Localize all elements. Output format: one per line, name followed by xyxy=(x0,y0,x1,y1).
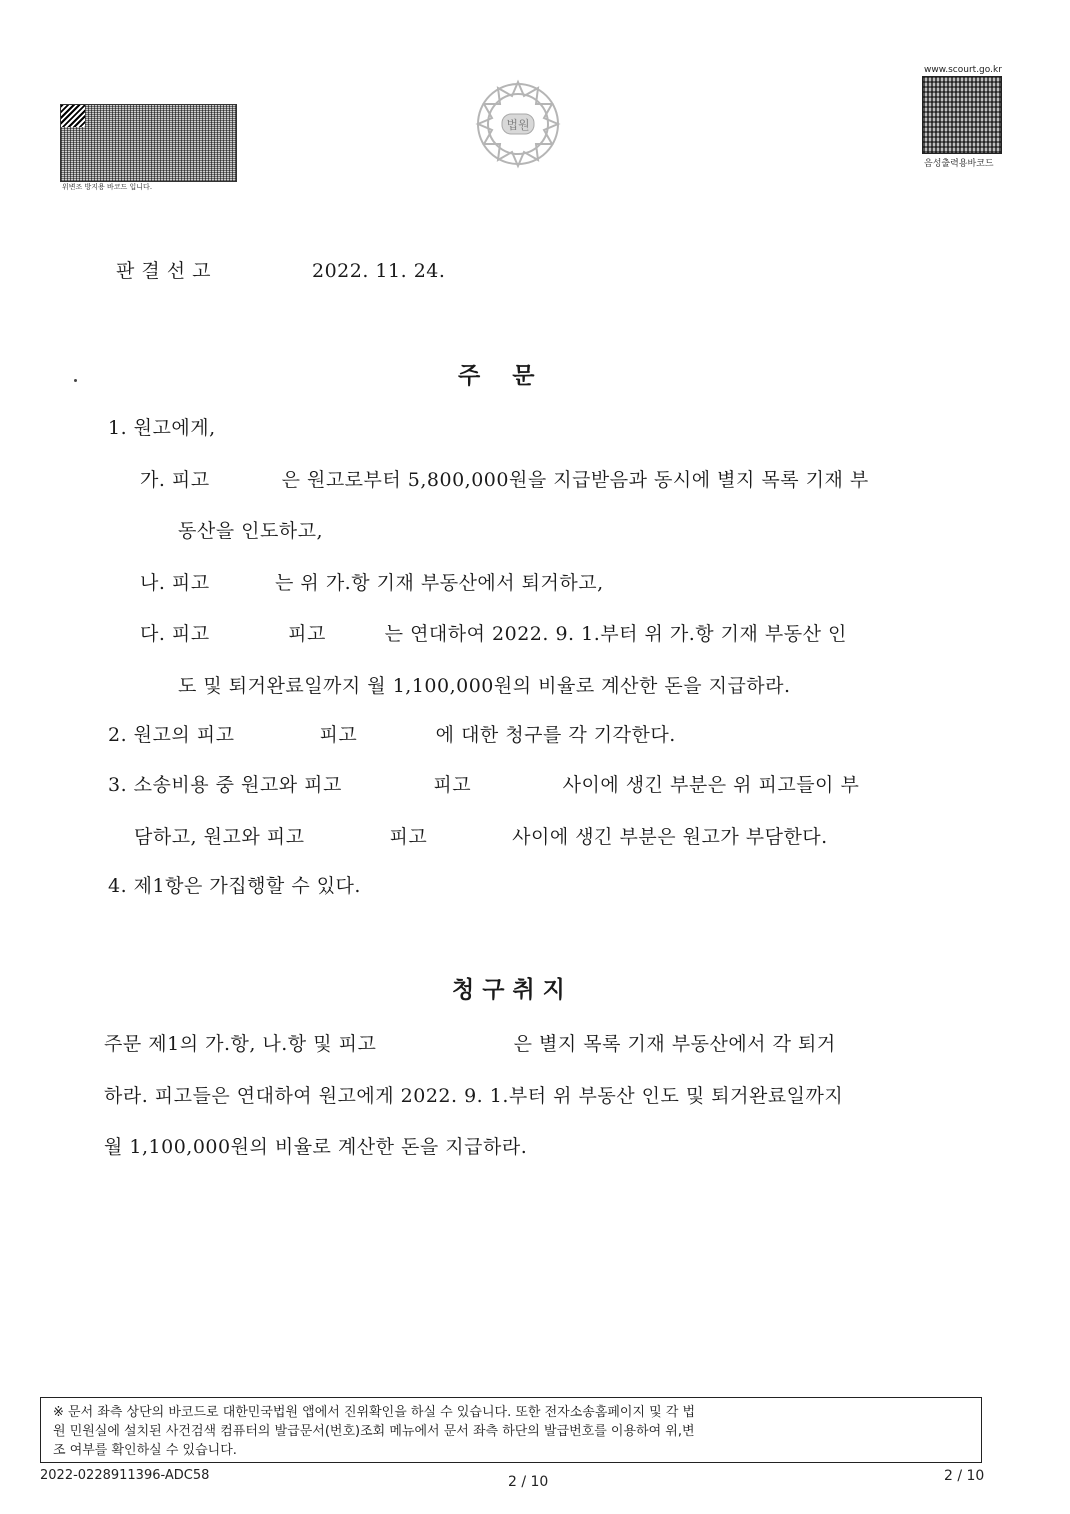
judgment-date: 2022. 11. 24. xyxy=(312,260,446,282)
seal-text: 법원 xyxy=(506,118,530,132)
order-line: 가. 피고 은 원고로부터 5,800,000원을 지급받음과 동시에 별지 목록 기재 부 xyxy=(140,469,869,491)
claim-line: 월 1,100,000원의 비율로 계산한 돈을 지급하라. xyxy=(104,1136,528,1158)
notice-line: 원 민원실에 설치된 사건검색 컴퓨터의 발급문서(번호)조회 메뉴에서 문서 좌측 하단의 발급번호를 이용하여 위,변 xyxy=(53,1424,695,1439)
order-line: 나. 피고 는 위 가.항 기재 부동산에서 퇴거하고, xyxy=(140,572,604,594)
voice-output-barcode xyxy=(922,76,1002,154)
issue-number: 2022-0228911396-ADC58 xyxy=(40,1468,210,1483)
order-title: 주 문 xyxy=(458,362,535,389)
order-line: 담하고, 원고와 피고 피고 사이에 생긴 부분은 원고가 부담한다. xyxy=(134,826,828,848)
qr-url: www.scourt.go.kr xyxy=(924,65,1002,75)
order-line: 2. 원고의 피고 피고 에 대한 청구를 각 기각한다. xyxy=(108,724,676,746)
page-number-right: 2 / 10 xyxy=(944,1468,985,1484)
order-line: 1. 원고에게, xyxy=(108,417,216,439)
order-line: 다. 피고 피고 는 연대하여 2022. 9. 1.부터 위 가.항 기재 부동산 인 xyxy=(140,623,847,645)
court-seal-icon xyxy=(472,78,564,170)
claim-line: 주문 제1의 가.항, 나.항 및 피고 은 별지 목록 기재 부동산에서 각 퇴거 xyxy=(104,1033,836,1055)
scan-speck xyxy=(74,379,77,382)
order-line: 동산을 인도하고, xyxy=(178,520,324,542)
judgment-label: 판 결 선 고 xyxy=(116,260,212,282)
barcode-caption: 위변조 방지용 바코드 입니다. xyxy=(62,183,153,191)
notice-line: ※ 문서 좌측 상단의 바코드로 대한민국법원 앱에서 진위확인을 하실 수 있습니다. 또한 전자소송홈페이지 및 각 법 xyxy=(53,1405,696,1420)
claim-title: 청 구 취 지 xyxy=(452,976,565,1003)
claim-line: 하라. 피고들은 연대하여 원고에게 2022. 9. 1.부터 위 부동산 인도 및 퇴거완료일까지 xyxy=(104,1085,844,1107)
notice-line: 조 여부를 확인하실 수 있습니다. xyxy=(53,1443,237,1458)
order-line: 4. 제1항은 가집행할 수 있다. xyxy=(108,875,361,897)
order-line: 도 및 퇴거완료일까지 월 1,100,000원의 비율로 계산한 돈을 지급하라. xyxy=(178,675,791,697)
authenticity-barcode xyxy=(60,104,237,182)
qr-caption: 음성출력용바코드 xyxy=(924,159,994,169)
verification-notice xyxy=(40,1397,982,1463)
order-line: 3. 소송비용 중 원고와 피고 피고 사이에 생긴 부분은 위 피고들이 부 xyxy=(108,774,860,796)
page-number-center: 2 / 10 xyxy=(508,1474,549,1490)
barcode-corner-mark xyxy=(61,105,85,127)
